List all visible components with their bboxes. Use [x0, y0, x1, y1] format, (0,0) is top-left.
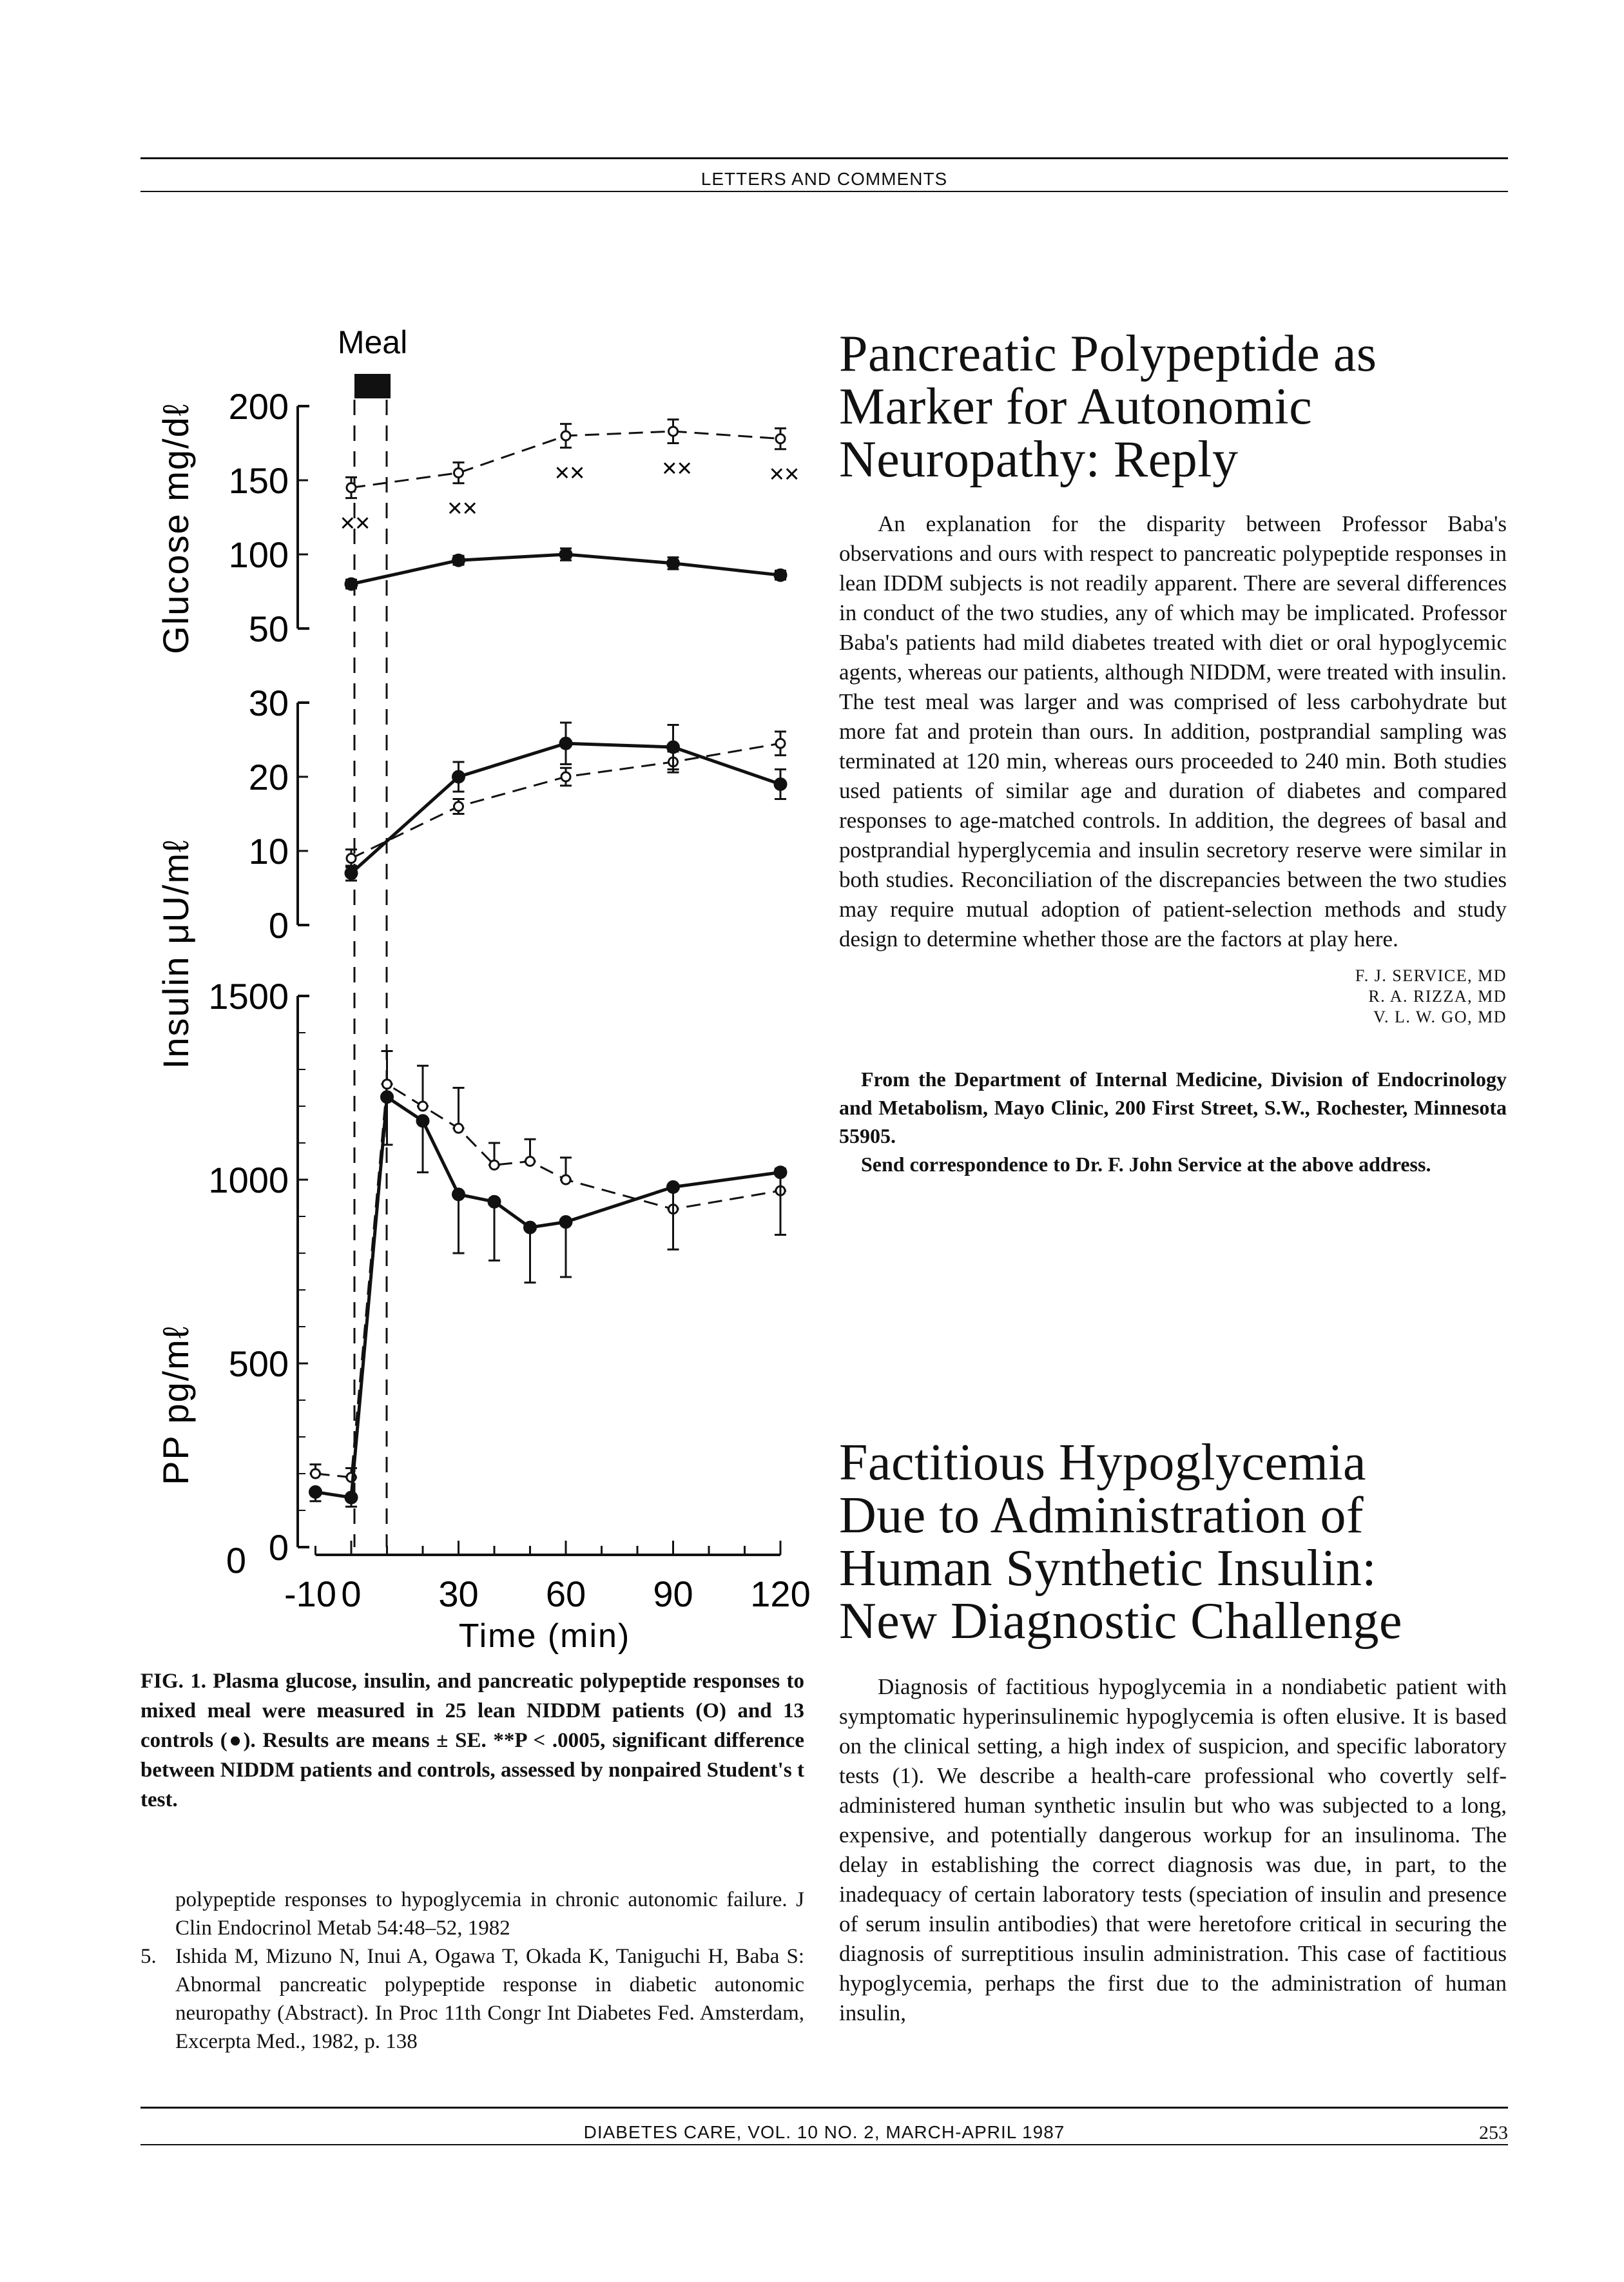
figure-caption: FIG. 1. Plasma glucose, insulin, and pancreatic polypeptide responses to mixed meal were measured in 25 lean NIDDM patients (O) and 13 controls (●). Results are means ± SE. **P < .0005, significant difference between NIDDM patients and controls, assessed by nonpaired Student's t test.	[140, 1670, 804, 1811]
article-1-authors	[839, 966, 1507, 1028]
pp-y-tick-label: 1000	[208, 1160, 289, 1200]
author-2: R. A. RIZZA, MD	[1368, 987, 1507, 1006]
glucose-niddm-point	[776, 434, 785, 444]
pp-axis-label: PP pg/mℓ	[155, 1325, 196, 1485]
pp-niddm-point	[454, 1124, 463, 1133]
footer-rule-top	[140, 2107, 1508, 2109]
reference-5-number: 5.	[140, 1945, 157, 1968]
pp-niddm-point	[311, 1469, 320, 1478]
article-1-title-line-3: Neuropathy: Reply	[839, 431, 1239, 488]
insulin-controls-point	[453, 771, 465, 783]
pp-controls-point	[488, 1196, 500, 1207]
header-rule-bottom	[140, 191, 1508, 192]
reference-4-continuation: polypeptide responses to hypoglycemia in chronic autonomic failure. J Clin Endocrinol Metab 54:48–52, 1982	[175, 1888, 804, 1940]
pp-niddm-point	[418, 1102, 427, 1111]
insulin-y-tick-label: 30	[248, 683, 289, 723]
x-tick-label: 90	[653, 1574, 693, 1614]
header-rule-top	[140, 157, 1508, 159]
pp-niddm-point	[561, 1175, 570, 1184]
article-1-affiliation-block	[839, 1065, 1507, 1178]
article-1-body: An explanation for the disparity between Professor Baba's observations and ours with respect to pancreatic polypeptide responses in lean IDDM subjects is not readily apparent. There are several differences in conduct of the two studies, any of which may be implicated. Professor Baba's patients had mild diabetes treated with diet or oral hypoglycemic agents, whereas our patients, although NIDDM, were treated with insulin. The test meal was larger and was comprised of less carbohydrate but more fat and protein than ours. In addition, postprandial sampling was terminated at 120 min, whereas ours proceeded to 240 min. Both studies used patients of similar age and duration of diabetes and compared responses to age-matched controls. In addition, the degrees of basal and postprandial hyperglycemia and insulin secretory reserve were similar in both studies. Reconciliation of the discrepancies between the two studies may require mutual adoption of patient-selection methods and study design to determine whether those are the factors at play here.	[839, 511, 1507, 951]
article-2	[839, 1436, 1507, 2028]
glucose-niddm-point	[669, 427, 678, 436]
pp-niddm-line	[316, 1084, 781, 1477]
glucose-controls-point	[560, 549, 572, 560]
article-1-correspondence: Send correspondence to Dr. F. John Service at the above address.	[861, 1153, 1431, 1176]
glucose-y-tick-label: 150	[228, 460, 289, 501]
insulin-axis-label: Insulin μU/mℓ	[155, 839, 196, 1069]
x-tick-label: 30	[438, 1574, 479, 1614]
pp-controls-point	[525, 1222, 536, 1233]
journal-footer: DIABETES CARE, VOL. 10 NO. 2, MARCH-APRIL 1987	[583, 2122, 1065, 2142]
insulin-y-tick-label: 20	[248, 757, 289, 797]
insulin-niddm-point	[347, 854, 356, 863]
glucose-y-tick-label: 100	[228, 534, 289, 575]
pp-controls-point	[668, 1181, 679, 1193]
x-axis-label: Time (min)	[458, 1617, 631, 1655]
pp-controls-point	[345, 1492, 357, 1503]
reference-5-text: Ishida M, Mizuno N, Inui A, Ogawa T, Okada K, Taniguchi H, Baba S: Abnormal pancreatic polypeptide response in diabetic autonomic neuropathy (Abstract). In Proc 11th Congr Int Diabetes Fed. Amsterdam, Excerpta Med., 1982, p. 138	[175, 1945, 804, 2053]
glucose-controls-point	[668, 558, 679, 569]
insulin-controls-point	[345, 868, 357, 879]
reference-list	[140, 1886, 804, 2056]
insulin-y-tick-label: 0	[268, 905, 289, 946]
page-number: 253	[1479, 2122, 1508, 2143]
section-header: LETTERS AND COMMENTS	[701, 169, 948, 189]
pp-controls-point	[310, 1487, 322, 1498]
x-tick-label: 120	[750, 1574, 811, 1614]
glucose-niddm-point	[347, 483, 356, 492]
article-2-title-line-2: Due to Administration of	[839, 1487, 1364, 1544]
insulin-controls-point	[560, 737, 572, 749]
insulin-y-tick-label: 10	[248, 831, 289, 872]
article-1-title-line-1: Pancreatic Polypeptide as	[839, 326, 1377, 382]
author-3: V. L. W. GO, MD	[1373, 1008, 1507, 1026]
pp-y-tick-label: 1500	[208, 976, 289, 1017]
article-1	[839, 327, 1507, 1178]
article-1-affiliation: From the Department of Internal Medicine, Division of Endocrinology and Metabolism, Mayo Clinic, 200 First Street, S.W., Rochester, Minnesota 55905.	[839, 1068, 1507, 1147]
insulin-controls-point	[668, 741, 679, 753]
pp-controls-line	[316, 1097, 781, 1497]
article-2-title-line-4: New Diagnostic Challenge	[839, 1593, 1402, 1650]
article-1-title	[839, 327, 1507, 486]
x-tick-label: 0	[341, 1574, 362, 1614]
meal-bar	[354, 374, 391, 398]
pp-controls-point	[382, 1091, 393, 1103]
article-2-body: Diagnosis of factitious hypoglycemia in a nondiabetic patient with symptomatic hyperinsulinemic hypoglycemia is often elusive. It is based on the clinical setting, a high index of suspicion, and specific laboratory tests (1). We describe a health-care professional who covertly self-administered human synthetic insulin but who was subjected to a long, expensive, and potentially dangerous workup for an insulinoma. The delay in establishing the correct diagnosis was due, in part, to the inadequacy of certain laboratory tests (speciation of insulin and presence of serum insulin antibodies) that were heretofore critical in securing the diagnosis of surreptitious insulin administration. This case of factitious hypoglycemia, perhaps the first due to the administration of human insulin,	[839, 1674, 1507, 2025]
author-1: F. J. SERVICE, MD	[1355, 966, 1507, 985]
insulin-controls-point	[775, 779, 786, 790]
significance-marker: ××	[340, 509, 371, 538]
glucose-controls-point	[345, 578, 357, 590]
significance-marker: ××	[447, 494, 478, 523]
glucose-controls-point	[775, 569, 786, 581]
pp-y-tick-label: 0	[268, 1527, 289, 1568]
glucose-axis-label: Glucose mg/dℓ	[155, 403, 196, 654]
reference-5	[140, 1942, 804, 2056]
footer-rule-bottom	[140, 2144, 1508, 2145]
glucose-y-tick-label: 50	[248, 609, 289, 649]
glucose-controls-point	[453, 554, 465, 566]
x-tick-label: -10	[284, 1574, 336, 1614]
insulin-niddm-point	[454, 802, 463, 811]
article-2-title-line-1: Factitious Hypoglycemia	[839, 1434, 1367, 1491]
glucose-niddm-point	[454, 469, 463, 478]
insulin-niddm-point	[776, 739, 785, 748]
x-tick-label: 60	[545, 1574, 586, 1614]
article-1-title-line-2: Marker for Autonomic	[839, 378, 1313, 435]
pp-controls-point	[775, 1167, 786, 1178]
pp-controls-point	[453, 1189, 465, 1200]
pp-niddm-point	[490, 1160, 499, 1169]
figure-1-chart	[0, 309, 838, 1663]
pp-y-zero-label: 0	[226, 1540, 246, 1581]
pp-controls-point	[560, 1216, 572, 1228]
significance-marker: ××	[662, 454, 692, 483]
glucose-niddm-point	[561, 431, 570, 440]
meal-label: Meal	[337, 324, 408, 360]
article-2-title-line-3: Human Synthetic Insulin:	[839, 1540, 1377, 1597]
article-2-title	[839, 1436, 1507, 1648]
glucose-y-tick-label: 200	[228, 386, 289, 427]
significance-marker: ××	[554, 458, 585, 487]
insulin-niddm-point	[561, 772, 570, 781]
pp-niddm-point	[526, 1157, 535, 1166]
pp-niddm-point	[383, 1080, 392, 1089]
pp-y-tick-label: 500	[228, 1343, 289, 1384]
significance-marker: ××	[769, 460, 800, 489]
pp-controls-point	[417, 1115, 429, 1127]
